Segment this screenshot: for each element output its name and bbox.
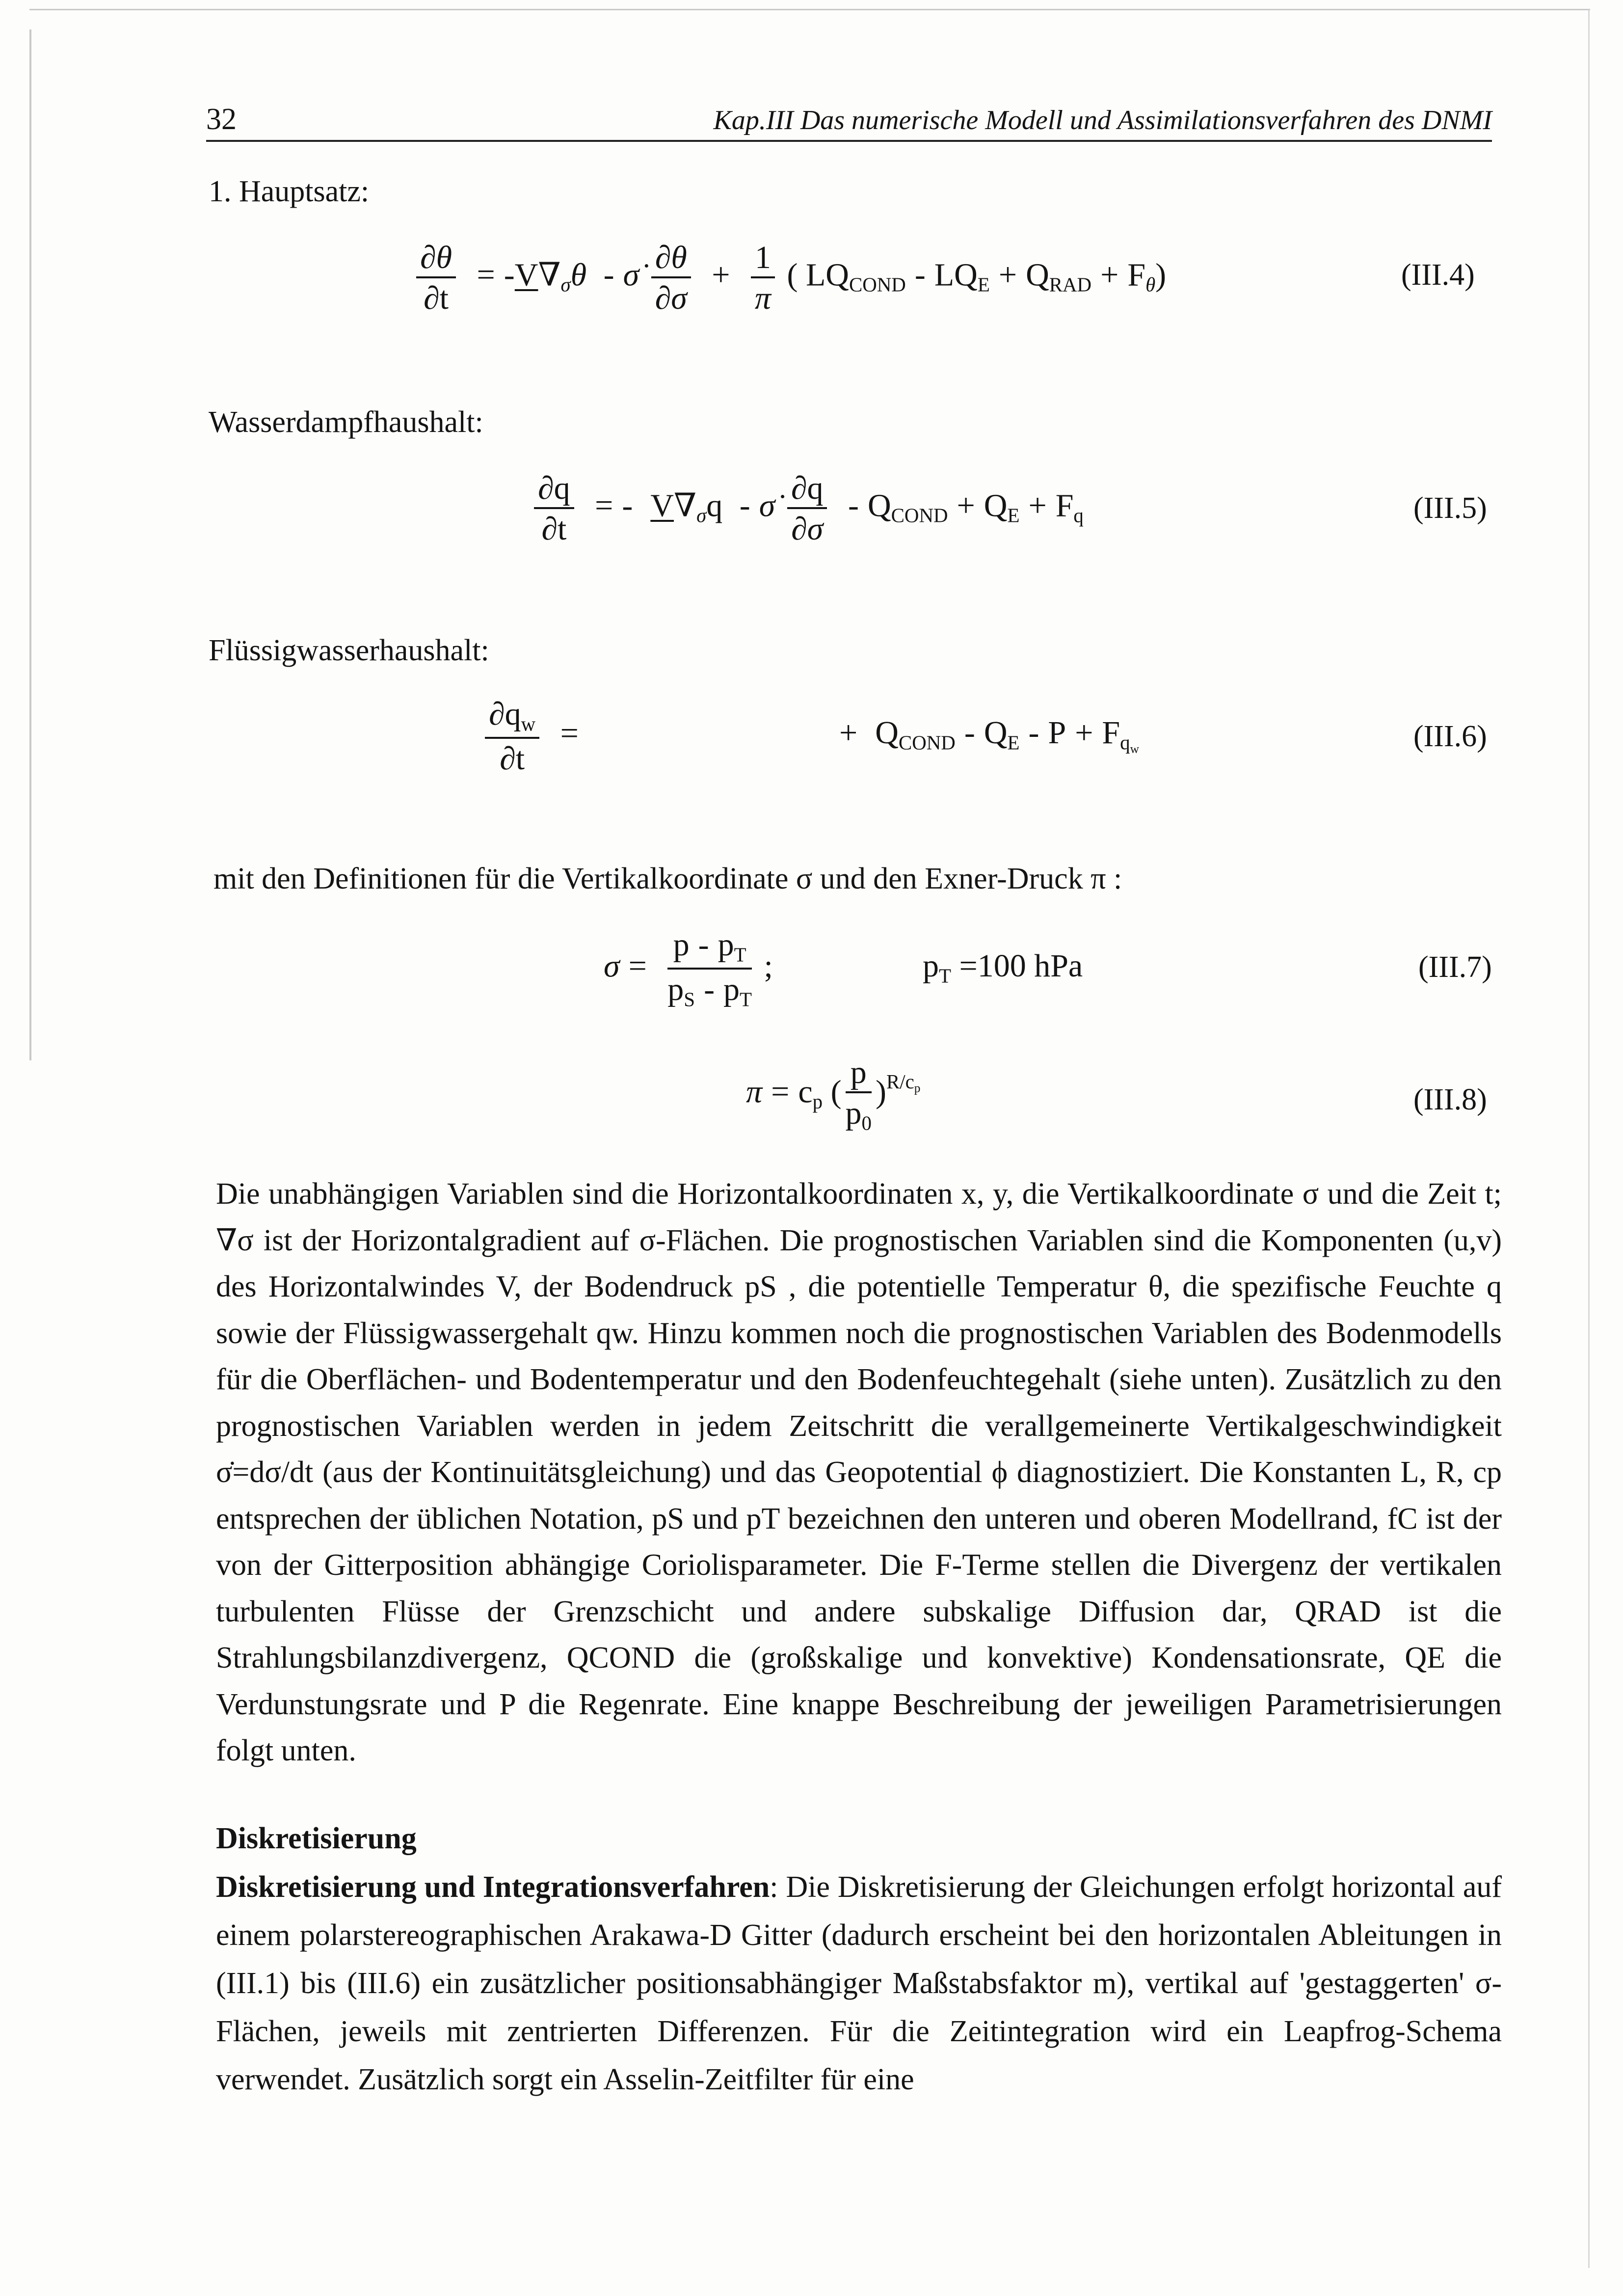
equation-number-III-5: (III.5) <box>1413 491 1487 525</box>
right-scan-edge <box>1588 10 1590 2268</box>
equation-III-7-pt: $p_T =100$ hPa <box>923 948 1083 987</box>
equation-III-5: $\frac{\partial q}{\partial t}$ = - $V\nabla_\sigma q$ - σ̇ $\frac{\partial q}{\partial\sigma}$ - $Q_{COND} + Q_E + F_q$ <box>530 471 1084 546</box>
section-title-diskretisierung: Diskretisierung <box>216 1822 417 1855</box>
equation-III-8: $\pi = c_p$ ( $\frac{p}{p_0}$ )$^{R/c_p}$ <box>746 1054 921 1134</box>
pt-value: =100 hPa <box>959 948 1083 984</box>
top-scan-edge <box>29 9 1590 10</box>
label-fluessigwasserhaushalt: Flüssigwasserhaushalt: <box>209 634 489 667</box>
paragraph-text: : Die Diskretisierung der Gleichungen erfolgt horizontal auf einem polarstereographischen Arakawa-D Gitter (dadurch erscheint bei den horizontalen Ableitungen in (III.1) bis (III.6) ein zusätzlicher positionsabhängiger Maßstabsfaktor m), vertikal auf 'gestaggerten' σ-Flächen, jeweils mit zentrierten Differenzen. Für die Zeitintegration wird ein Leapfrog-Schema verwendet. Zusätzlich sorgt ein Asselin-Zeitfilter für eine <box>216 1870 1502 2096</box>
equation-III-6-lhs: $\frac{\partial q_w}{\partial t}$ = <box>481 697 587 776</box>
equation-number-III-6: (III.6) <box>1413 720 1487 753</box>
running-title: Kap.III Das numerische Modell und Assimilationsverfahren des DNMI <box>713 105 1492 135</box>
equation-number-III-4: (III.4) <box>1401 258 1475 292</box>
equation-number-III-7: (III.7) <box>1418 950 1492 984</box>
definitions-intro: mit den Definitionen für die Vertikalkoordinate σ und den Exner-Druck π : <box>213 862 1122 895</box>
left-scan-edge <box>29 29 31 1060</box>
label-wasserdampfhaushalt: Wasserdampfhaushalt: <box>209 405 483 439</box>
body-paragraph-variables: Die unabhängigen Variablen sind die Horizontalkoordinaten x, y, die Vertikalkoordinate σ und die Zeit t; ∇σ ist der Horizontalgradient auf σ-Flächen. Die prognostischen Variablen sind die Komponenten (u,v) des Horizontalwindes V, der Bodendruck pS , die potentielle Temperatur θ, die spezifische Feuchte q sowie der Flüssigwassergehalt qw. Hinzu kommen noch die prognostischen Variablen des Bodenmodells für die Oberflächen- und Bodentemperatur und den Bodenfeuchtegehalt (siehe unten). Zusätzlich zu den prognostischen Variablen werden in jedem Zeitschritt die verallgemeinerte Vertikalgeschwindigkeit σ̇=dσ/dt (aus der Kontinuitätsgleichung) und das Geopotential ϕ diagnostiziert. Die Konstanten L, R, cp entsprechen der üblichen Notation, pS und pT bezeichnen den unteren und oberen Modellrand, fC ist der von der Gitterposition abhängige Coriolisparameter. Die F-Terme stellen die Divergenz der vertikalen turbulenten Flüsse der Grenzschicht und andere subskalige Diffusion dar, QRAD ist die Strahlungsbilanzdivergenz, QCOND die (großskalige und konvektive) Kondensationsrate, QE die Verdunstungsrate und P die Regenrate. Eine knappe Beschreibung der jeweiligen Parametrisierungen folgt unten. <box>216 1177 1502 1767</box>
equation-number-III-8: (III.8) <box>1413 1083 1487 1116</box>
equation-III-7: σ = $\frac{p - p_T}{p_S - p_T}$ ; <box>604 927 773 1011</box>
equation-III-4: $\frac{\partial\theta}{\partial t}$ = $-V\nabla_\sigma\theta$ - σ̇ $\frac{\partial\theta}{\partial\sigma}$ + $\frac{1}{\pi}$ ( $LQ_{COND} - LQ_E + Q_{RAD} + F_\theta$) <box>412 241 1166 316</box>
page-number: 32 <box>206 103 237 136</box>
running-header <box>206 103 1492 142</box>
paragraph-lead-bold: Diskretisierung und Integrationsverfahren <box>216 1870 770 1904</box>
equation-III-6-rhs: + $Q_{COND} - Q_E - P + F_{q_w}$ <box>839 715 1139 756</box>
label-hauptsatz: 1. Hauptsatz: <box>209 175 370 208</box>
body-paragraph-diskretisierung <box>216 1863 1502 2104</box>
